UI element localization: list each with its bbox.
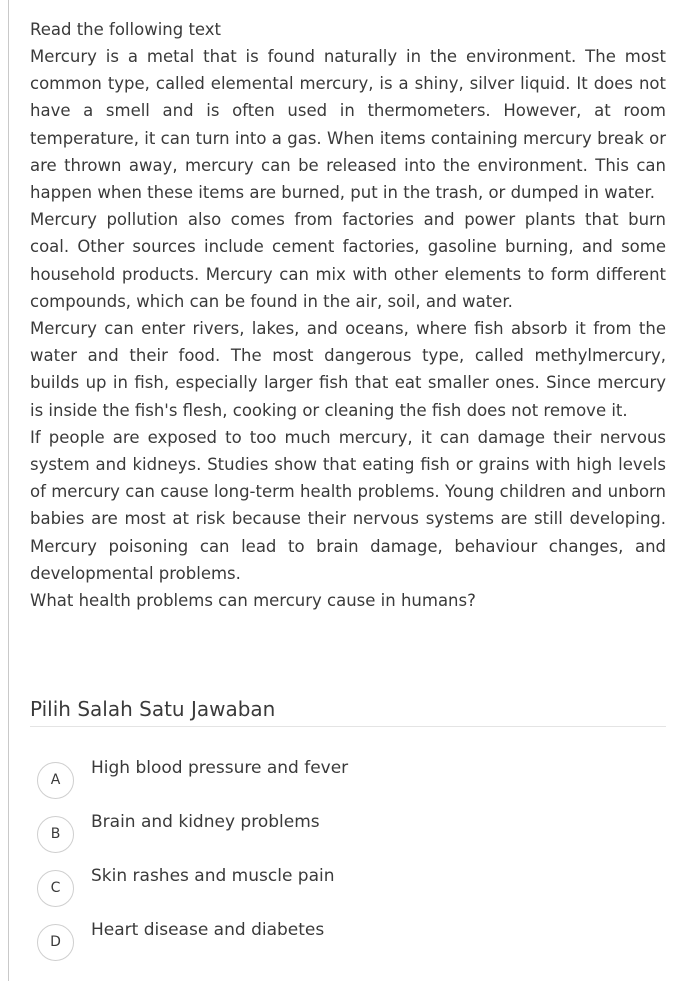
option-a-text[interactable]: High blood pressure and fever [91, 758, 349, 778]
reading-passage [30, 43, 666, 587]
option-d[interactable] [37, 920, 597, 964]
passage-paragraph-2: Mercury pollution also comes from factories and power plants that burn coal. Other sources include cement factories, gasoline burning, and some household products. Mercury can mix with other elements to form different compounds, which can be found in the air, soil, and water. [30, 210, 666, 311]
question-text: What health problems can mercury cause in humans? [30, 591, 476, 611]
passage-paragraph-3: Mercury can enter rivers, lakes, and oceans, where fish absorb it from the water and their food. The most dangerous type, called methylmercury, builds up in fish, especially larger fish that eat smaller ones. Since mercury is inside the fish's flesh, cooking or cleaning the fish does not remove it. [30, 319, 666, 420]
option-a-letter-circle[interactable]: A [37, 762, 74, 799]
option-a[interactable] [37, 758, 597, 802]
option-b[interactable] [37, 812, 597, 856]
option-c[interactable] [37, 866, 597, 910]
option-b-text[interactable]: Brain and kidney problems [91, 812, 320, 832]
option-c-letter-circle[interactable]: C [37, 870, 74, 907]
option-c-text[interactable]: Skin rashes and muscle pain [91, 866, 335, 886]
option-d-letter-circle[interactable]: D [37, 924, 74, 961]
left-border-line [8, 0, 9, 981]
passage-paragraph-4: If people are exposed to too much mercury, it can damage their nervous system and kidneys. Studies show that eating fish or grains with high levels of mercury can cause long-term health problems. Young children and unborn babies are most at risk because their nervous systems are still developing. Mercury poisoning can lead to brain damage, behaviour changes, and developmental problems. [30, 427, 666, 583]
instruction-text: Read the following text [30, 20, 222, 39]
option-b-letter-circle[interactable]: B [37, 816, 74, 853]
answer-section-header: Pilih Salah Satu Jawaban [30, 694, 666, 727]
option-d-text[interactable]: Heart disease and diabetes [91, 920, 325, 940]
passage-paragraph-1: Mercury is a metal that is found naturally in the environment. The most common type, called elemental mercury, is a shiny, silver liquid. It does not have a smell and is often used in thermometers. However, at room temperature, it can turn into a gas. When items containing mercury break or are thrown away, mercury can be released into the environment. This can happen when these items are burned, put in the trash, or dumped in water. [30, 47, 666, 203]
question-content [30, 16, 666, 614]
